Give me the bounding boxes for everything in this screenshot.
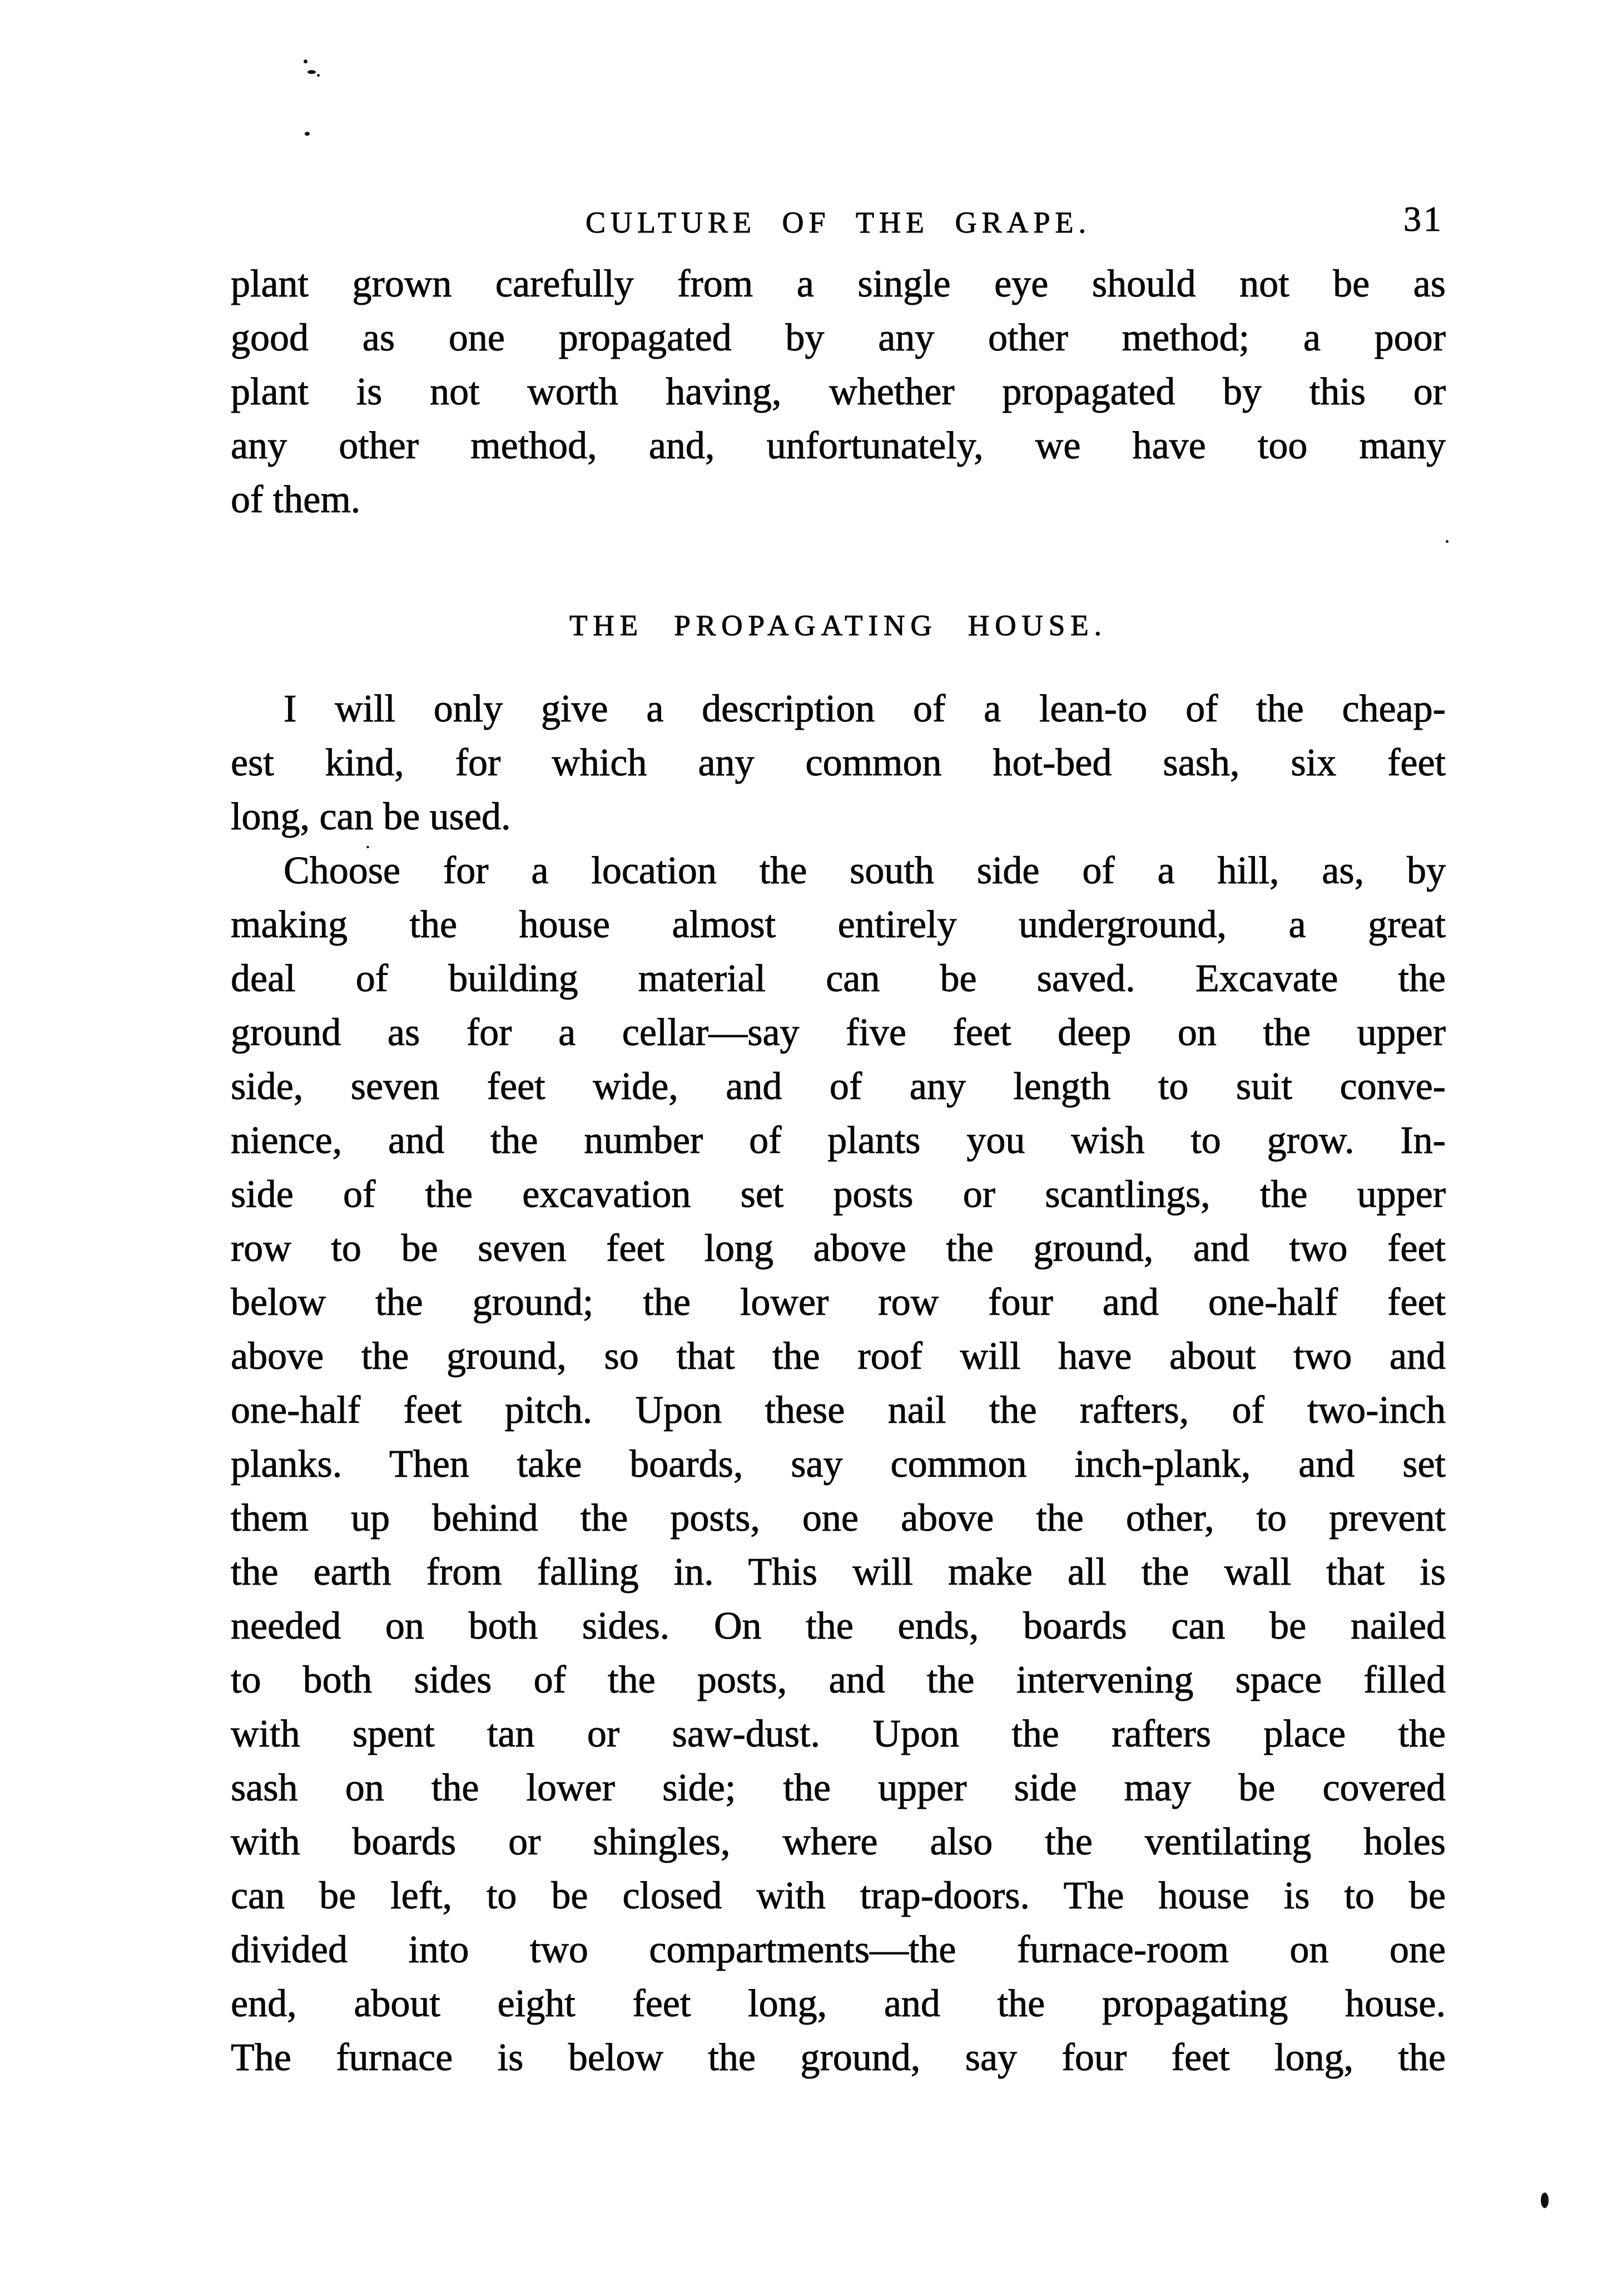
ink-speck	[304, 60, 307, 63]
text-line: them up behind the posts, one above the other, to prevent	[231, 1497, 1446, 1540]
running-title: CULTURE OF THE GRAPE.	[585, 206, 1092, 239]
text-line: long, can be used.	[231, 795, 511, 838]
paragraph	[231, 844, 1446, 2085]
ink-speck	[307, 70, 316, 74]
text-line: Choose for a location the south side of a hill, as, by	[284, 849, 1446, 892]
text-line: one-half feet pitch. Upon these nail the rafters, of two-inch	[231, 1389, 1446, 1432]
text-line: to both sides of the posts, and the intervening space filled	[231, 1659, 1446, 1701]
text-line: sash on the lower side; the upper side may be covered	[231, 1766, 1446, 1809]
section-gap	[231, 527, 1446, 599]
text-line: needed on both sides. On the ends, boards can be nailed	[231, 1605, 1446, 1647]
text-line: I will only give a description of a lean-to of the cheap-	[284, 687, 1446, 730]
text-line: making the house almost entirely underground, a great	[231, 903, 1446, 946]
text-line: above the ground, so that the roof will have about two and	[231, 1335, 1446, 1378]
text-line: any other method, and, unfortunately, we have too many	[231, 424, 1446, 467]
text-line: est kind, for which any common hot-bed sash, six feet	[231, 741, 1446, 784]
text-line: plant is not worth having, whether propagated by this or	[231, 370, 1446, 413]
heading-gap	[231, 653, 1446, 682]
ink-speck	[305, 132, 310, 136]
text-line: plant grown carefully from a single eye should not be as	[231, 263, 1446, 305]
text-line: good as one propagated by any other method; a poor	[231, 316, 1446, 359]
page-number: 31	[1403, 199, 1444, 239]
text-line: row to be seven feet long above the ground, and two feet	[231, 1227, 1446, 1270]
text-line: below the ground; the lower row four and one-half feet	[231, 1281, 1446, 1324]
text-line: side of the excavation set posts or scantlings, the upper	[231, 1173, 1446, 1216]
text-line: with boards or shingles, where also the ventilating holes	[231, 1820, 1446, 1863]
text-line: the earth from falling in. This will make all the wall that is	[231, 1551, 1446, 1594]
text-line: planks. Then take boards, say common inch-plank, and set	[231, 1443, 1446, 1486]
text-line: side, seven feet wide, and of any length to suit conve-	[231, 1065, 1446, 1108]
ink-speck	[1446, 540, 1449, 543]
ink-speck	[366, 846, 369, 848]
text-column	[231, 257, 1446, 2085]
text-line: with spent tan or saw-dust. Upon the rafters place the	[231, 1713, 1446, 1755]
paragraph	[231, 682, 1446, 844]
ink-speck	[1541, 2193, 1549, 2208]
text-line: can be left, to be closed with trap-doors. The house is to be	[231, 1874, 1446, 1917]
text-line: of them.	[231, 478, 361, 521]
paragraph	[231, 257, 1446, 527]
text-line: The furnace is below the ground, say four feet long, the	[231, 2036, 1446, 2079]
text-line: ground as for a cellar—say five feet deep on the upper	[231, 1011, 1446, 1054]
ink-speck	[317, 74, 320, 77]
page-header	[231, 194, 1446, 251]
text-line: end, about eight feet long, and the propagating house.	[231, 1982, 1446, 2025]
text-line: divided into two compartments—the furnace-room on one	[231, 1928, 1446, 1971]
section-heading: THE PROPAGATING HOUSE.	[569, 610, 1107, 642]
text-line: deal of building material can be saved. Excavate the	[231, 957, 1446, 1000]
text-line: nience, and the number of plants you wish to grow. In-	[231, 1119, 1446, 1162]
